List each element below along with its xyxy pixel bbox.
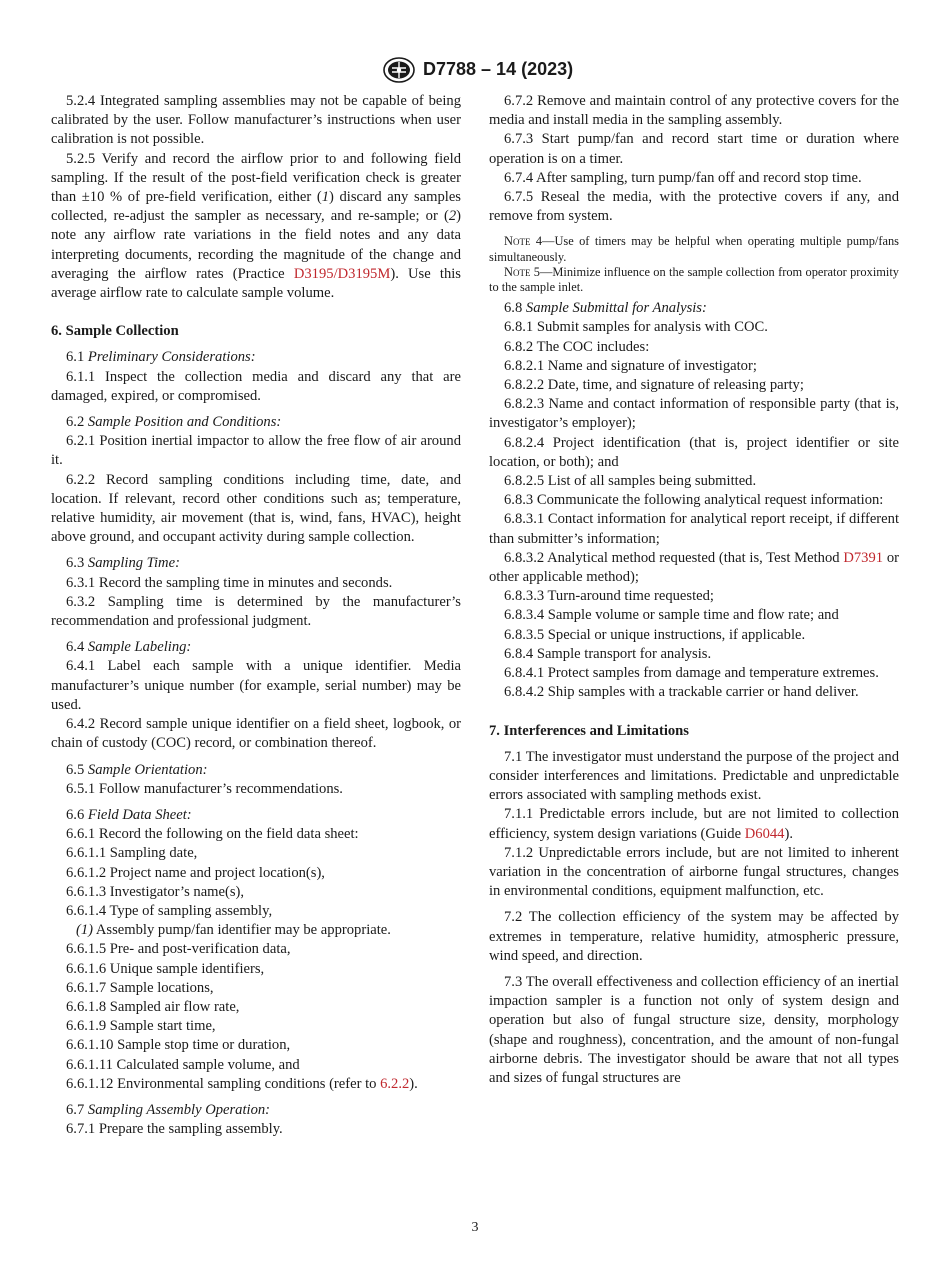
section-heading-7: 7. Interferences and Limitations [489,722,689,739]
heading-6-1: 6.1 Preliminary Considerations: [66,349,256,366]
paragraph-6-8-2-5: 6.8.2.5 List of all samples being submitted. [504,473,757,490]
paragraph-6-6-1: 6.6.1 Record the following on the field data sheet: [66,826,359,843]
list-item: 6.6.1.11 Calculated sample volume, and [66,1056,300,1073]
paragraph-5-2-5: 5.2.5 Verify and record the airflow prior to and following field sampling. If the result of the post-field verification check is greater than ±10 % of pre-field verification, either (1) discard any samples collected, re-adjust the sampler as necessary, and re-sample; or (2) note any airflow rate variations in the field notes and any data interpreting documents, recording the magnitude of the change and averaging the airflow rates (Practice D3195/D3195M). Use this average airflow rate to calculate sample volume. [51,150,461,302]
note-5: Note 5—Minimize influence on the sample collection from operator proximity to the sample inlet. [489,264,899,295]
list-item: 6.6.1.5 Pre- and post-verification data, [66,941,291,958]
paragraph-5-2-4: 5.2.4 Integrated sampling assemblies may not be capable of being calibrated by the user. Follow manufacturer’s instructions when user calibration is not possible. [51,93,461,148]
list-item: 6.6.1.10 Sample stop time or duration, [66,1037,291,1054]
sub-list-item: (1) Assembly pump/fan identifier may be appropriate. [76,922,391,939]
paragraph-6-2-1: 6.2.1 Position inertial impactor to allow the free flow of air around it. [51,433,461,469]
link-6-2-2[interactable]: 6.2.2 [380,1075,410,1092]
paragraph-6-8-3-4: 6.8.3.4 Sample volume or sample time and flow rate; and [504,607,839,624]
list-item: 6.6.1.7 Sample locations, [66,979,214,996]
list-item: 6.6.1.4 Type of sampling assembly, [66,902,273,919]
astm-logo-icon [381,57,417,83]
heading-6-2: 6.2 Sample Position and Conditions: [66,414,282,431]
link-d6044[interactable]: D6044 [744,825,785,842]
paragraph-6-8-2-2: 6.8.2.2 Date, time, and signature of releasing party; [504,377,804,394]
paragraph-6-8-3: 6.8.3 Communicate the following analytical request information: [504,492,884,509]
paragraph-6-7-4: 6.7.4 After sampling, turn pump/fan off and record stop time. [504,169,862,186]
heading-6-4: 6.4 Sample Labeling: [66,639,192,656]
link-d3195[interactable]: D3195/D3195M [293,265,391,282]
list-item: 6.6.1.6 Unique sample identifiers, [66,960,265,977]
heading-6-5: 6.5 Sample Orientation: [66,761,208,778]
paragraph-6-8-3-2: 6.8.3.2 Analytical method requested (that is, Test Method D7391 or other applicable method); [489,549,900,586]
paragraph-7-3: 7.3 The overall effectiveness and collection efficiency of an inertial impaction sampler is a function not only of system design and operation but also of fungal structure size, density, morphology (shape and roughness), concentration, and the amount of non-fungal airborne debris. The investigator should be aware that not all types and sizes of fungal structures are [489,973,899,1086]
list-item: 6.6.1.2 Project name and project location(s), [66,864,325,881]
list-item: 6.6.1.12 Environmental sampling conditions (refer to 6.2.2). [66,1075,418,1092]
paragraph-6-8-2: 6.8.2 The COC includes: [504,338,650,355]
note-4: Note 4—Use of timers may be helpful when operating multiple pump/fans simultaneously. [489,234,899,264]
paragraph-6-7-3: 6.7.3 Start pump/fan and record start time or duration where operation is on a timer. [489,131,899,167]
left-column [51,92,461,1139]
paragraph-6-8-2-3: 6.8.2.3 Name and contact information of responsible party (that is, investigator’s employer); [489,396,899,432]
paragraph-6-7-5: 6.7.5 Reseal the media, with the protective covers if any, and remove from system. [489,189,899,225]
paragraph-7-1-2: 7.1.2 Unpredictable errors include, but are not limited to inherent variation in the concentration of airborne fungal structures, changes in environmental conditions, equipment malfunction, etc. [489,844,899,900]
section-heading-6: 6. Sample Collection [51,323,179,340]
paragraph-6-4-1: 6.4.1 Label each sample with a unique identifier. Media manufacturer’s unique number (for example, serial number) may be used. [51,658,461,713]
heading-6-6: 6.6 Field Data Sheet: [66,806,192,823]
paragraph-6-1-1: 6.1.1 Inspect the collection media and discard any that are damaged, expired, or compromised. [51,368,461,404]
paragraph-6-3-1: 6.3.1 Record the sampling time in minutes and seconds. [66,574,393,591]
paragraph-6-8-3-5: 6.8.3.5 Special or unique instructions, if applicable. [504,626,806,643]
list-item: 6.6.1.1 Sampling date, [66,845,198,862]
list-item: 6.6.1.8 Sampled air flow rate, [66,998,240,1015]
paragraph-6-8-4: 6.8.4 Sample transport for analysis. [504,645,712,662]
paragraph-6-7-2: 6.7.2 Remove and maintain control of any protective covers for the media and install media in the sampling assembly. [489,93,899,129]
paragraph-6-5-1: 6.5.1 Follow manufacturer’s recommendations. [66,780,343,797]
page-header [0,57,950,83]
paragraph-7-2: 7.2 The collection efficiency of the system may be affected by extremes in temperature, relative humidity, atmospheric pressure, wind speed, and direction. [489,909,899,964]
paragraph-6-8-3-3: 6.8.3.3 Turn-around time requested; [504,588,714,605]
link-d7391[interactable]: D7391 [843,549,884,566]
paragraph-6-8-2-1: 6.8.2.1 Name and signature of investigator; [504,357,757,374]
paragraph-6-2-2: 6.2.2 Record sampling conditions including time, date, and location. If relevant, record other conditions such as; temperature, relative humidity, air movement (that is, wind, fans, HVAC), height above ground, and occupant activity during sample collection. [51,471,461,546]
heading-6-7: 6.7 Sampling Assembly Operation: [66,1101,271,1118]
paragraph-6-3-2: 6.3.2 Sampling time is determined by the manufacturer’s recommendation and professional judgment. [51,593,461,630]
paragraph-6-8-1: 6.8.1 Submit samples for analysis with COC. [504,319,768,336]
list-item: 6.6.1.3 Investigator’s name(s), [66,883,245,900]
paragraph-6-8-4-1: 6.8.4.1 Protect samples from damage and temperature extremes. [504,665,879,682]
paragraph-6-4-2: 6.4.2 Record sample unique identifier on a field sheet, logbook, or chain of custody (COC) record, or combination thereof. [51,716,461,752]
paragraph-7-1-1: 7.1.1 Predictable errors include, but are not limited to collection efficiency, system design variations (Guide D6044). [489,806,899,842]
paragraph-6-8-2-4: 6.8.2.4 Project identification (that is, project identifier or site location, or both); and [489,434,899,470]
heading-6-8: 6.8 Sample Submittal for Analysis: [504,300,707,317]
paragraph-6-7-1: 6.7.1 Prepare the sampling assembly. [66,1121,283,1138]
right-column [489,92,899,1088]
page-number: 3 [471,1220,479,1235]
paragraph-7-1: 7.1 The investigator must understand the purpose of the project and consider interferences and limitations. Predictable and unpredictable errors associated with sampling methods exist. [489,748,899,804]
heading-6-3: 6.3 Sampling Time: [66,555,180,572]
list-item: 6.6.1.9 Sample start time, [66,1018,216,1035]
document-id: D7788 – 14 (2023) [423,59,574,79]
paragraph-6-8-3-1: 6.8.3.1 Contact information for analytical report receipt, if different than submitter’s information; [489,511,899,547]
paragraph-6-8-4-2: 6.8.4.2 Ship samples with a trackable carrier or hand deliver. [504,684,859,701]
